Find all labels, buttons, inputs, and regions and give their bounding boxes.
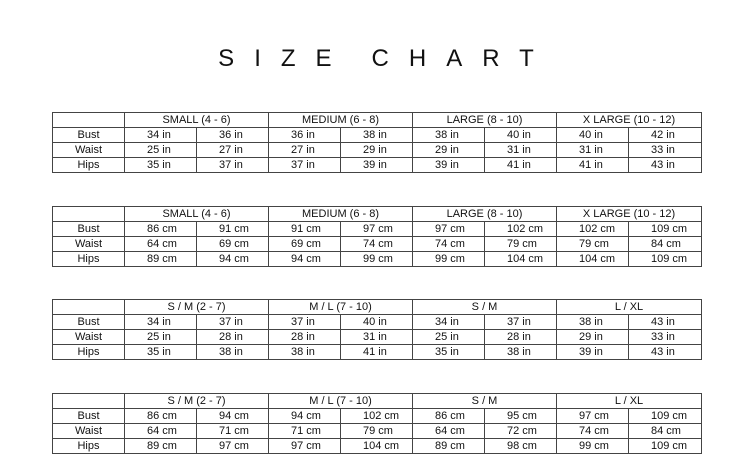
measurement-value: 28 in <box>197 330 269 345</box>
measurement-value: 34 in <box>125 128 197 143</box>
table-row <box>53 409 702 424</box>
header-row <box>53 207 702 222</box>
measurement-label: Bust <box>53 128 125 143</box>
measurement-value: 33 in <box>629 143 702 158</box>
measurement-value: 94 cm <box>197 409 269 424</box>
measurement-value: 64 cm <box>125 424 197 439</box>
size-header: SMALL (4 - 6) <box>125 113 269 128</box>
measurement-value: 28 in <box>269 330 341 345</box>
size-header: M / L (7 - 10) <box>269 300 413 315</box>
measurement-value: 86 cm <box>413 409 485 424</box>
measurement-value: 41 in <box>341 345 413 360</box>
measurement-value: 71 cm <box>269 424 341 439</box>
measurement-value: 79 cm <box>341 424 413 439</box>
size-header: M / L (7 - 10) <box>269 394 413 409</box>
measurement-value: 29 in <box>341 143 413 158</box>
measurement-value: 40 in <box>557 128 629 143</box>
measurement-value: 35 in <box>125 345 197 360</box>
measurement-value: 94 cm <box>197 252 269 267</box>
measurement-value: 40 in <box>485 128 557 143</box>
measurement-value: 74 cm <box>413 237 485 252</box>
size-header: S / M (2 - 7) <box>125 394 269 409</box>
header-row <box>53 113 702 128</box>
measurement-value: 91 cm <box>197 222 269 237</box>
size-header: X LARGE (10 - 12) <box>557 207 702 222</box>
measurement-value: 84 cm <box>629 424 702 439</box>
header-row <box>53 394 702 409</box>
measurement-value: 43 in <box>629 158 702 173</box>
measurement-value: 40 in <box>341 315 413 330</box>
measurement-value: 64 cm <box>413 424 485 439</box>
table-row <box>53 330 702 345</box>
measurement-value: 41 in <box>485 158 557 173</box>
measurement-value: 35 in <box>125 158 197 173</box>
measurement-value: 91 cm <box>269 222 341 237</box>
measurement-value: 34 in <box>413 315 485 330</box>
corner-cell <box>53 113 125 128</box>
measurement-value: 109 cm <box>629 409 702 424</box>
measurement-value: 104 cm <box>341 439 413 454</box>
measurement-value: 39 in <box>413 158 485 173</box>
measurement-value: 38 in <box>557 315 629 330</box>
measurement-value: 98 cm <box>485 439 557 454</box>
measurement-value: 42 in <box>629 128 702 143</box>
measurement-value: 104 cm <box>485 252 557 267</box>
measurement-value: 94 cm <box>269 409 341 424</box>
table-row <box>53 439 702 454</box>
measurement-value: 43 in <box>629 345 702 360</box>
size-header: LARGE (8 - 10) <box>413 207 557 222</box>
table-row <box>53 128 702 143</box>
measurement-value: 97 cm <box>341 222 413 237</box>
measurement-value: 102 cm <box>557 222 629 237</box>
measurement-value: 37 in <box>269 158 341 173</box>
table-row <box>53 424 702 439</box>
measurement-value: 38 in <box>485 345 557 360</box>
measurement-value: 109 cm <box>629 222 702 237</box>
measurement-value: 27 in <box>269 143 341 158</box>
measurement-value: 41 in <box>557 158 629 173</box>
measurement-label: Bust <box>53 222 125 237</box>
measurement-value: 102 cm <box>341 409 413 424</box>
measurement-value: 109 cm <box>629 439 702 454</box>
corner-cell <box>53 207 125 222</box>
measurement-value: 36 in <box>269 128 341 143</box>
measurement-value: 33 in <box>629 330 702 345</box>
measurement-value: 89 cm <box>413 439 485 454</box>
measurement-value: 86 cm <box>125 222 197 237</box>
table-row <box>53 252 702 267</box>
measurement-value: 31 in <box>557 143 629 158</box>
table-row <box>53 345 702 360</box>
measurement-value: 28 in <box>485 330 557 345</box>
table-row <box>53 222 702 237</box>
measurement-value: 74 cm <box>557 424 629 439</box>
measurement-value: 71 cm <box>197 424 269 439</box>
measurement-value: 31 in <box>341 330 413 345</box>
measurement-value: 43 in <box>629 315 702 330</box>
measurement-value: 36 in <box>197 128 269 143</box>
measurement-label: Bust <box>53 315 125 330</box>
size-header: X LARGE (10 - 12) <box>557 113 702 128</box>
measurement-value: 25 in <box>125 143 197 158</box>
measurement-value: 29 in <box>413 143 485 158</box>
corner-cell <box>53 300 125 315</box>
measurement-value: 97 cm <box>197 439 269 454</box>
measurement-value: 35 in <box>413 345 485 360</box>
table-row <box>53 237 702 252</box>
measurement-value: 38 in <box>341 128 413 143</box>
measurement-value: 89 cm <box>125 252 197 267</box>
measurement-value: 69 cm <box>269 237 341 252</box>
measurement-label: Hips <box>53 345 125 360</box>
size-header: L / XL <box>557 300 702 315</box>
measurement-value: 31 in <box>485 143 557 158</box>
measurement-value: 39 in <box>341 158 413 173</box>
measurement-value: 97 cm <box>557 409 629 424</box>
measurement-value: 102 cm <box>485 222 557 237</box>
measurement-value: 64 cm <box>125 237 197 252</box>
table-row <box>53 143 702 158</box>
measurement-value: 89 cm <box>125 439 197 454</box>
measurement-value: 109 cm <box>629 252 702 267</box>
measurement-value: 79 cm <box>485 237 557 252</box>
measurement-value: 37 in <box>269 315 341 330</box>
measurement-label: Waist <box>53 143 125 158</box>
measurement-label: Bust <box>53 409 125 424</box>
measurement-value: 34 in <box>125 315 197 330</box>
size-table-cm-alt <box>52 393 702 454</box>
measurement-value: 37 in <box>197 158 269 173</box>
measurement-value: 104 cm <box>557 252 629 267</box>
size-table-cm-women <box>52 206 702 267</box>
measurement-value: 37 in <box>197 315 269 330</box>
measurement-label: Hips <box>53 439 125 454</box>
size-header: SMALL (4 - 6) <box>125 207 269 222</box>
measurement-label: Hips <box>53 252 125 267</box>
measurement-value: 37 in <box>485 315 557 330</box>
measurement-label: Waist <box>53 330 125 345</box>
measurement-value: 95 cm <box>485 409 557 424</box>
measurement-value: 97 cm <box>413 222 485 237</box>
measurement-value: 99 cm <box>341 252 413 267</box>
measurement-value: 38 in <box>413 128 485 143</box>
measurement-value: 25 in <box>413 330 485 345</box>
measurement-value: 99 cm <box>557 439 629 454</box>
table-row <box>53 315 702 330</box>
size-table-inches-alt <box>52 299 702 360</box>
measurement-value: 39 in <box>557 345 629 360</box>
measurement-label: Waist <box>53 424 125 439</box>
measurement-value: 74 cm <box>341 237 413 252</box>
size-header: S / M (2 - 7) <box>125 300 269 315</box>
measurement-value: 79 cm <box>557 237 629 252</box>
measurement-value: 86 cm <box>125 409 197 424</box>
measurement-value: 84 cm <box>629 237 702 252</box>
measurement-value: 69 cm <box>197 237 269 252</box>
corner-cell <box>53 394 125 409</box>
size-header: MEDIUM (6 - 8) <box>269 113 413 128</box>
header-row <box>53 300 702 315</box>
measurement-value: 38 in <box>197 345 269 360</box>
measurement-value: 38 in <box>269 345 341 360</box>
table-row <box>53 158 702 173</box>
measurement-value: 72 cm <box>485 424 557 439</box>
size-header: L / XL <box>557 394 702 409</box>
measurement-value: 94 cm <box>269 252 341 267</box>
measurement-value: 25 in <box>125 330 197 345</box>
measurement-value: 97 cm <box>269 439 341 454</box>
size-header: LARGE (8 - 10) <box>413 113 557 128</box>
measurement-value: 99 cm <box>413 252 485 267</box>
size-header: S / M <box>413 394 557 409</box>
measurement-label: Hips <box>53 158 125 173</box>
size-table-inches-women <box>52 112 702 173</box>
page-title: SIZE CHART <box>218 45 554 72</box>
size-header: MEDIUM (6 - 8) <box>269 207 413 222</box>
size-header: S / M <box>413 300 557 315</box>
measurement-value: 27 in <box>197 143 269 158</box>
measurement-value: 29 in <box>557 330 629 345</box>
measurement-label: Waist <box>53 237 125 252</box>
